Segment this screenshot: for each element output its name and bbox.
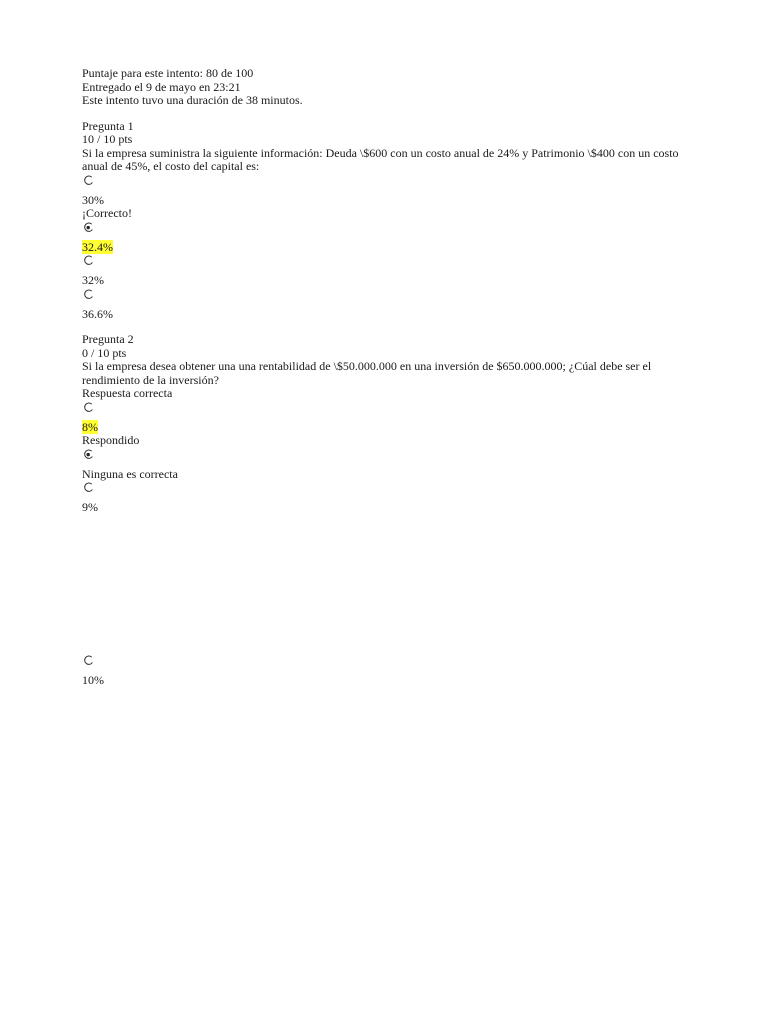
radio-button-selected[interactable] (83, 449, 94, 460)
radio-button[interactable] (83, 482, 94, 493)
correct-tag: ¡Correcto! (82, 206, 132, 220)
correct-answer-tag: Respuesta correcta (82, 386, 173, 400)
radio-button[interactable] (83, 655, 94, 666)
question-title: Pregunta 2 (82, 332, 134, 346)
question-points: 10 / 10 pts (82, 132, 133, 146)
radio-button[interactable] (83, 255, 94, 266)
question-text: Si la empresa desea obtener una una rentabilidad de \$50.000.000 en una inversión de $650.000.000; ¿Cúal debe ser el rendimiento de la inversión? (82, 359, 652, 387)
question-2 (82, 333, 682, 687)
answer-option: 10% (82, 672, 104, 687)
answer-option: 30% (82, 192, 104, 207)
answer-option: 9% (82, 500, 98, 514)
radio-button[interactable] (83, 402, 94, 413)
score-text: Puntaje para este intento: 80 de 100 (82, 66, 254, 80)
question-points: 0 / 10 pts (82, 345, 127, 360)
radio-button-selected[interactable] (83, 222, 94, 233)
radio-button[interactable] (83, 175, 94, 186)
attempt-summary (82, 67, 682, 108)
quiz-results-page (82, 67, 682, 687)
duration-text: Este intento tuvo una duración de 38 minutos. (82, 93, 303, 107)
answer-option-highlighted: 8% (82, 419, 98, 434)
question-1 (82, 120, 682, 322)
answer-option: 32% (82, 273, 104, 287)
answer-option-highlighted: 32.4% (82, 239, 113, 254)
radio-button[interactable] (83, 289, 94, 300)
answer-option: 36.6% (82, 306, 113, 321)
answered-tag: Respondido (82, 433, 140, 447)
answer-option: Ninguna es correcta (82, 466, 178, 481)
submitted-text: Entregado el 9 de mayo en 23:21 (82, 79, 241, 94)
question-text: Si la empresa suministra la siguiente información: Deuda \$600 con un costo anual de 24% y Patrimonio \$400 con un costo anual de 45%, el costo del capital es: (82, 145, 679, 173)
question-title: Pregunta 1 (82, 118, 134, 133)
